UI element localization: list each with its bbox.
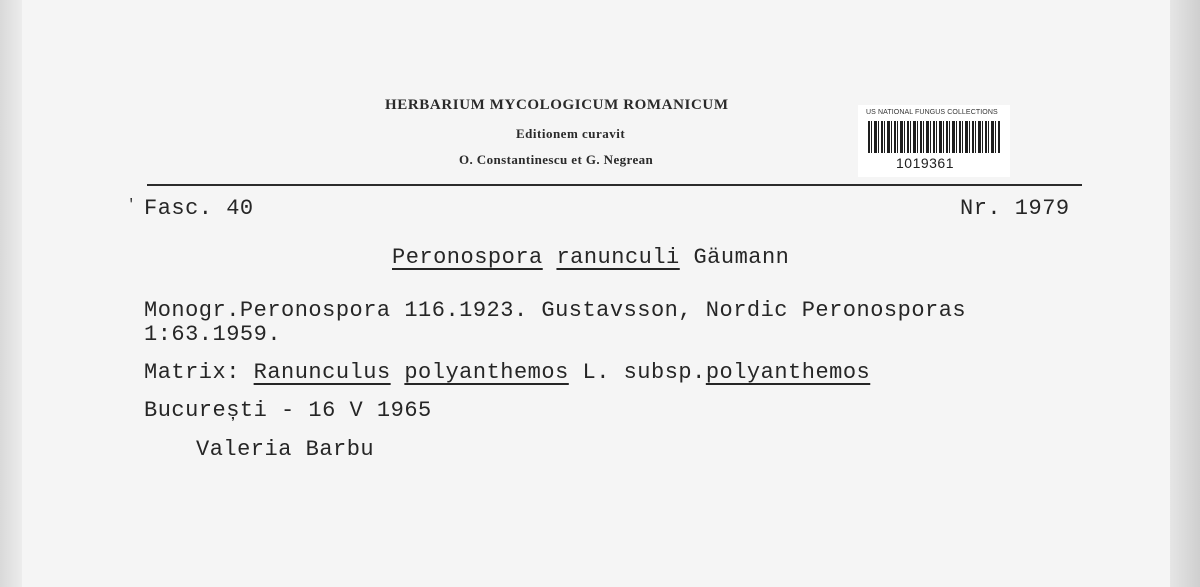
host-epithet: polyanthemos [404,360,569,385]
barcode-collection-name: US NATIONAL FUNGUS COLLECTIONS [866,109,998,116]
exsiccata-number: Nr. 1979 [960,196,1070,221]
reference-line-2: 1:63.1959. [144,322,282,347]
reference-line-1: Monogr.Peronospora 116.1923. Gustavsson, Nordic Peronosporas [144,298,967,323]
herbarium-label [22,0,1170,587]
barcode-label [858,105,1010,177]
tick-mark: ' [127,197,136,213]
editors-line: O. Constantinescu et G. Negrean [459,152,654,167]
header-divider [147,184,1082,186]
locality-date: București - 16 V 1965 [144,398,432,423]
barcode-icon [868,121,1000,153]
fascicle-number: Fasc. 40 [144,196,254,221]
barcode-number: 1019361 [896,155,955,171]
collector-name: Valeria Barbu [196,437,375,462]
species-name [392,245,789,270]
host-rank: L. subsp. [582,360,706,385]
species-author: Gäumann [693,245,790,270]
host-genus: Ranunculus [253,360,391,385]
matrix-line [144,360,870,385]
species-epithet: ranunculi [556,245,680,270]
edition-line: Editionem curavit [516,126,626,141]
herbarium-title: HERBARIUM MYCOLOGICUM ROMANICUM [385,97,729,113]
matrix-prefix: Matrix: [144,360,240,385]
species-genus: Peronospora [392,245,543,270]
host-subspecies: polyanthemos [705,360,871,385]
